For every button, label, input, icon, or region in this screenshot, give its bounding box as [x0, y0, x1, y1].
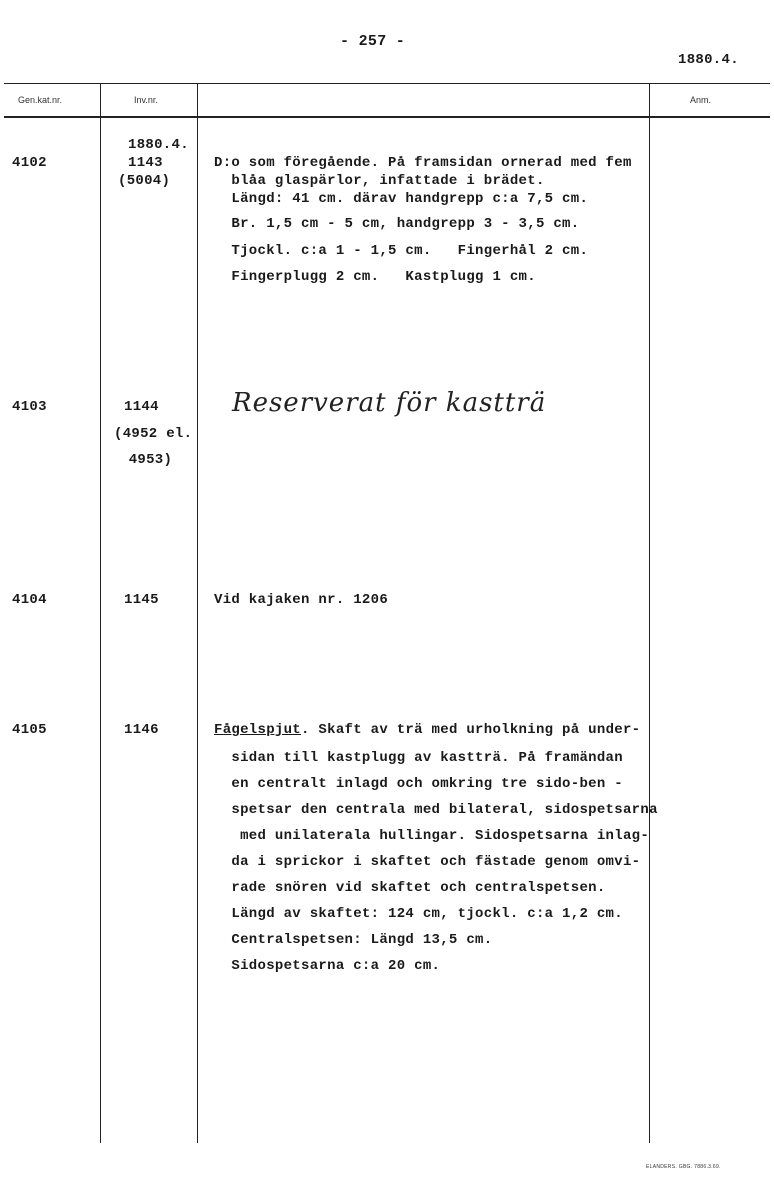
column-divider-1 — [100, 83, 101, 1143]
gen-kat-nr-4102: 4102 — [12, 155, 47, 171]
gen-kat-nr-4103: 4103 — [12, 399, 47, 415]
desc-line: Tjockl. c:a 1 - 1,5 cm. Fingerhål 2 cm. — [214, 243, 589, 259]
column-divider-2 — [197, 83, 198, 1143]
column-divider-3 — [649, 83, 650, 1143]
gen-kat-nr-4105: 4105 — [12, 722, 47, 738]
desc-line: spetsar den centrala med bilateral, sidospetsarna — [214, 802, 658, 818]
desc-line: Vid kajaken nr. 1206 — [214, 592, 389, 608]
desc-line: Br. 1,5 cm - 5 cm, handgrepp 3 - 3,5 cm. — [214, 216, 580, 232]
printer-mark: ELANDERS. GBG. 7886.3.69. — [646, 1164, 721, 1170]
desc-line: Centralspetsen: Längd 13,5 cm. — [214, 932, 493, 948]
inv-line: 1880.4. — [128, 137, 189, 153]
desc-line: en centralt inlagd och omkring tre sido-ben - — [214, 776, 623, 792]
desc-line: sidan till kastplugg av kastträ. På framändan — [214, 750, 623, 766]
desc-line: Fingerplugg 2 cm. Kastplugg 1 cm. — [214, 269, 536, 285]
desc-line: Sidospetsarna c:a 20 cm. — [214, 958, 441, 974]
desc-line: D:o som föregående. På framsidan ornerad med fem — [214, 155, 632, 171]
inv-line: 4953) — [120, 452, 173, 468]
header-inv-nr: Inv.nr. — [134, 95, 158, 105]
header-gen-kat-nr: Gen.kat.nr. — [18, 95, 63, 105]
desc-line: da i sprickor i skaftet och fästade genom omvi- — [214, 854, 641, 870]
desc-first-line — [214, 722, 640, 738]
inv-line: 1143 — [128, 155, 163, 171]
inv-line: 1145 — [124, 592, 159, 608]
desc-line: blåa glaspärlor, infattade i brädet. — [214, 173, 545, 189]
inv-line: 1144 — [124, 399, 159, 415]
desc-line: med unilaterala hullingar. Sidospetsarna inlag- — [214, 828, 650, 844]
page-date: 1880.4. — [678, 52, 739, 68]
desc-title-word: Fågelspjut — [214, 722, 302, 738]
gen-kat-nr-4104: 4104 — [12, 592, 47, 608]
page-number: - 257 - — [340, 33, 406, 50]
desc-line: rade snören vid skaftet och centralspetsen. — [214, 880, 606, 896]
header-bottom-rule — [4, 116, 770, 118]
inv-line: 1146 — [124, 722, 159, 738]
inv-line: (5004) — [118, 173, 171, 189]
inv-line: (4952 el. — [114, 426, 193, 442]
header-anm: Anm. — [690, 95, 712, 105]
desc-line: Längd av skaftet: 124 cm, tjockl. c:a 1,2 cm. — [214, 906, 623, 922]
desc-line: Längd: 41 cm. därav handgrepp c:a 7,5 cm. — [214, 191, 589, 207]
header-top-rule — [4, 83, 770, 84]
desc-first-rest: . Skaft av trä med urholkning på under- — [301, 722, 641, 738]
handwritten-note: Reserverat för kastträ — [232, 388, 547, 418]
